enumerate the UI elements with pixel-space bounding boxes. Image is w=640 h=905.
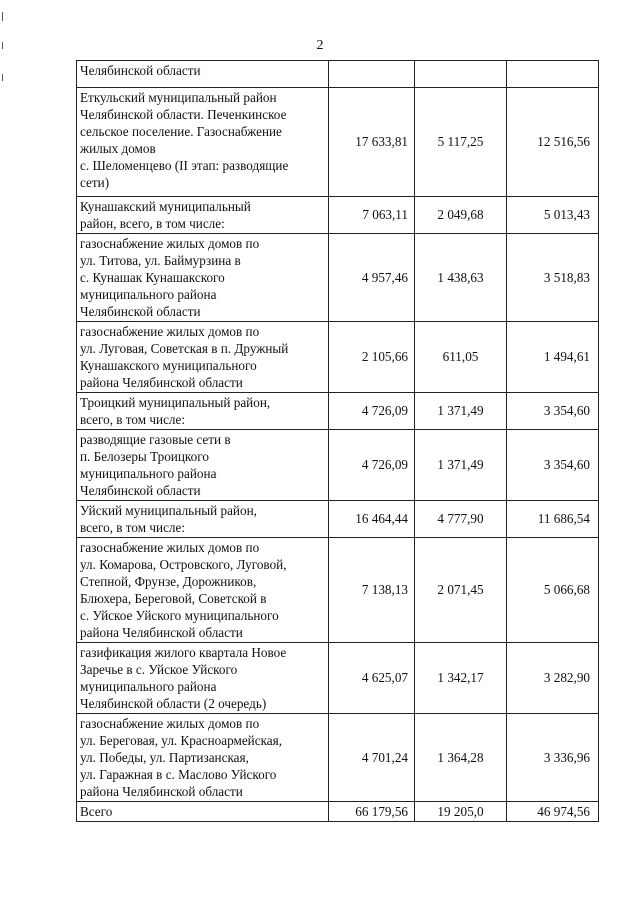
- cell-subsidy: 1 494,61: [507, 322, 599, 393]
- cell-total: 4 625,07: [329, 643, 415, 714]
- cell-total: 66 179,56: [329, 802, 415, 822]
- cell-local: 1 364,28: [415, 714, 507, 802]
- cell-local: 19 205,0: [415, 802, 507, 822]
- cell-subsidy: 3 354,60: [507, 430, 599, 501]
- cell-subsidy: 5 013,43: [507, 197, 599, 234]
- margin-mark: [2, 12, 3, 21]
- cell-local: 1 371,49: [415, 393, 507, 430]
- cell-total: 4 726,09: [329, 430, 415, 501]
- cell-total: 2 105,66: [329, 322, 415, 393]
- row-name: Всего: [77, 802, 329, 822]
- cell-subsidy: 3 518,83: [507, 234, 599, 322]
- cell-subsidy: 5 066,68: [507, 538, 599, 643]
- margin-mark: [2, 42, 3, 49]
- table-row: [77, 61, 599, 88]
- cell-total: 4 701,24: [329, 714, 415, 802]
- cell-local: 1 342,17: [415, 643, 507, 714]
- table-row: [77, 714, 599, 802]
- total-row: [77, 802, 599, 822]
- cell-subsidy: 3 282,90: [507, 643, 599, 714]
- row-name: газоснабжение жилых домов по ул. Комарова, Островского, Луговой, Степной, Фрунзе, Дорожников, Блюхера, Береговой, Советской в с. Уйское Уйского муниципального района Челябинской области: [77, 538, 329, 643]
- table-row: [77, 501, 599, 538]
- cell-local: [415, 61, 507, 88]
- cell-total: 4 957,46: [329, 234, 415, 322]
- cell-local: 2 071,45: [415, 538, 507, 643]
- table-row: [77, 430, 599, 501]
- cell-total: 17 633,81: [329, 88, 415, 197]
- row-name: газоснабжение жилых домов по ул. Береговая, ул. Красноармейская, ул. Победы, ул. Партизанская, ул. Гаражная в с. Маслово Уйского района Челябинской области: [77, 714, 329, 802]
- cell-local: 611,05: [415, 322, 507, 393]
- margin-mark: [2, 74, 3, 81]
- page-number: 2: [316, 38, 324, 53]
- table-row: [77, 538, 599, 643]
- cell-total: [329, 61, 415, 88]
- cell-local: 1 438,63: [415, 234, 507, 322]
- cell-subsidy: 46 974,56: [507, 802, 599, 822]
- table-row: [77, 643, 599, 714]
- table-row: [77, 234, 599, 322]
- cell-total: 16 464,44: [329, 501, 415, 538]
- row-name: Кунашакский муниципальный район, всего, в том числе:: [77, 197, 329, 234]
- cell-subsidy: 3 354,60: [507, 393, 599, 430]
- row-name: Уйский муниципальный район, всего, в том числе:: [77, 501, 329, 538]
- table-row: [77, 197, 599, 234]
- row-name: Челябинской области: [77, 61, 329, 88]
- table-row: [77, 322, 599, 393]
- row-name: Троицкий муниципальный район, всего, в том числе:: [77, 393, 329, 430]
- cell-subsidy: 12 516,56: [507, 88, 599, 197]
- row-name: газоснабжение жилых домов по ул. Титова, ул. Баймурзина в с. Кунашак Кунашакского муниципального района Челябинской области: [77, 234, 329, 322]
- row-name: разводящие газовые сети в п. Белозеры Троицкого муниципального района Челябинской области: [77, 430, 329, 501]
- cell-subsidy: [507, 61, 599, 88]
- row-name: Еткульский муниципальный район Челябинской области. Печенкинское сельское поселение. Газоснабжение жилых домов с. Шеломенцево (II этап: разводящие сети): [77, 88, 329, 197]
- table-row: [77, 393, 599, 430]
- cell-local: 5 117,25: [415, 88, 507, 197]
- cell-subsidy: 3 336,96: [507, 714, 599, 802]
- row-name: газоснабжение жилых домов по ул. Луговая, Советская в п. Дружный Кунашакского муниципального района Челябинской области: [77, 322, 329, 393]
- row-name: газификация жилого квартала Новое Заречье в с. Уйское Уйского муниципального района Челябинской области (2 очередь): [77, 643, 329, 714]
- cell-total: 7 138,13: [329, 538, 415, 643]
- cell-total: 4 726,09: [329, 393, 415, 430]
- cell-subsidy: 11 686,54: [507, 501, 599, 538]
- cell-local: 4 777,90: [415, 501, 507, 538]
- table-row: [77, 88, 599, 197]
- cell-local: 1 371,49: [415, 430, 507, 501]
- cell-local: 2 049,68: [415, 197, 507, 234]
- funding-table: [76, 60, 599, 822]
- cell-total: 7 063,11: [329, 197, 415, 234]
